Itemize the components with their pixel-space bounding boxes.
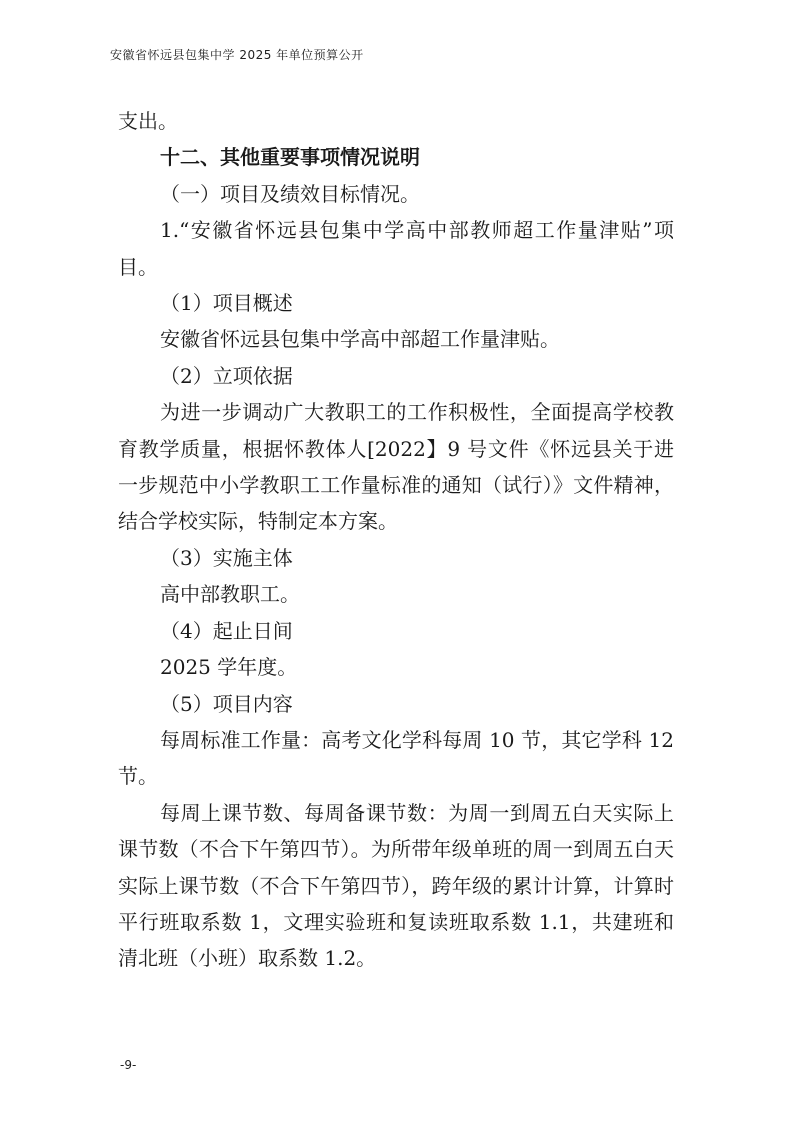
paragraph-period: 2025 学年度。 xyxy=(160,655,298,680)
paragraph-basis: 为进一步调动广大教职工的工作积极性，全面提高学校教育教学质量，根据怀教体人[2022】9 号文件《怀远县关于进一步规范中小学教职工工作量标准的通知（试行）》文件精神，结合学校实际，特制定本方案。 xyxy=(118,400,674,534)
paragraph-lessons: 每周上课节数、每周备课节数：为周一到周五白天实际上课节数（不合下午第四节）。为所带年级单班的周一到周五白天实际上课节数（不合下午第四节），跨年级的累计计算，计算时平行班取系数 1，文理实验班和复读班取系数 1.1，共建班和清北班（小班）取系数 1.2。 xyxy=(118,800,674,971)
section-heading: 十二、其他重要事项情况说明 xyxy=(160,145,420,170)
paragraph-overview: 安徽省怀远县包集中学高中部超工作量津贴。 xyxy=(160,327,560,352)
document-body xyxy=(118,103,674,977)
paragraph-continuation: 支出。 xyxy=(118,109,178,133)
item-heading-subject: （3）实施主体 xyxy=(160,545,293,570)
item-heading-overview: （1）项目概述 xyxy=(160,291,293,316)
page-header: 安徽省怀远县包集中学 2025 年单位预算公开 xyxy=(110,48,364,62)
paragraph-subject: 高中部教职工。 xyxy=(160,582,300,607)
paragraph-workload: 每周标准工作量：高考文化学科每周 10 节，其它学科 12 节。 xyxy=(118,727,674,789)
item-heading-content: （5）项目内容 xyxy=(160,691,293,716)
item-heading-period: （4）起止日间 xyxy=(160,618,293,643)
page-number: -9- xyxy=(120,1058,137,1072)
item-heading-basis: （2）立项依据 xyxy=(160,363,293,388)
subsection-heading: （一）项目及绩效目标情况。 xyxy=(160,181,420,206)
project-title: 1.“安徽省怀远县包集中学高中部教师超工作量津贴”项目。 xyxy=(118,218,674,279)
